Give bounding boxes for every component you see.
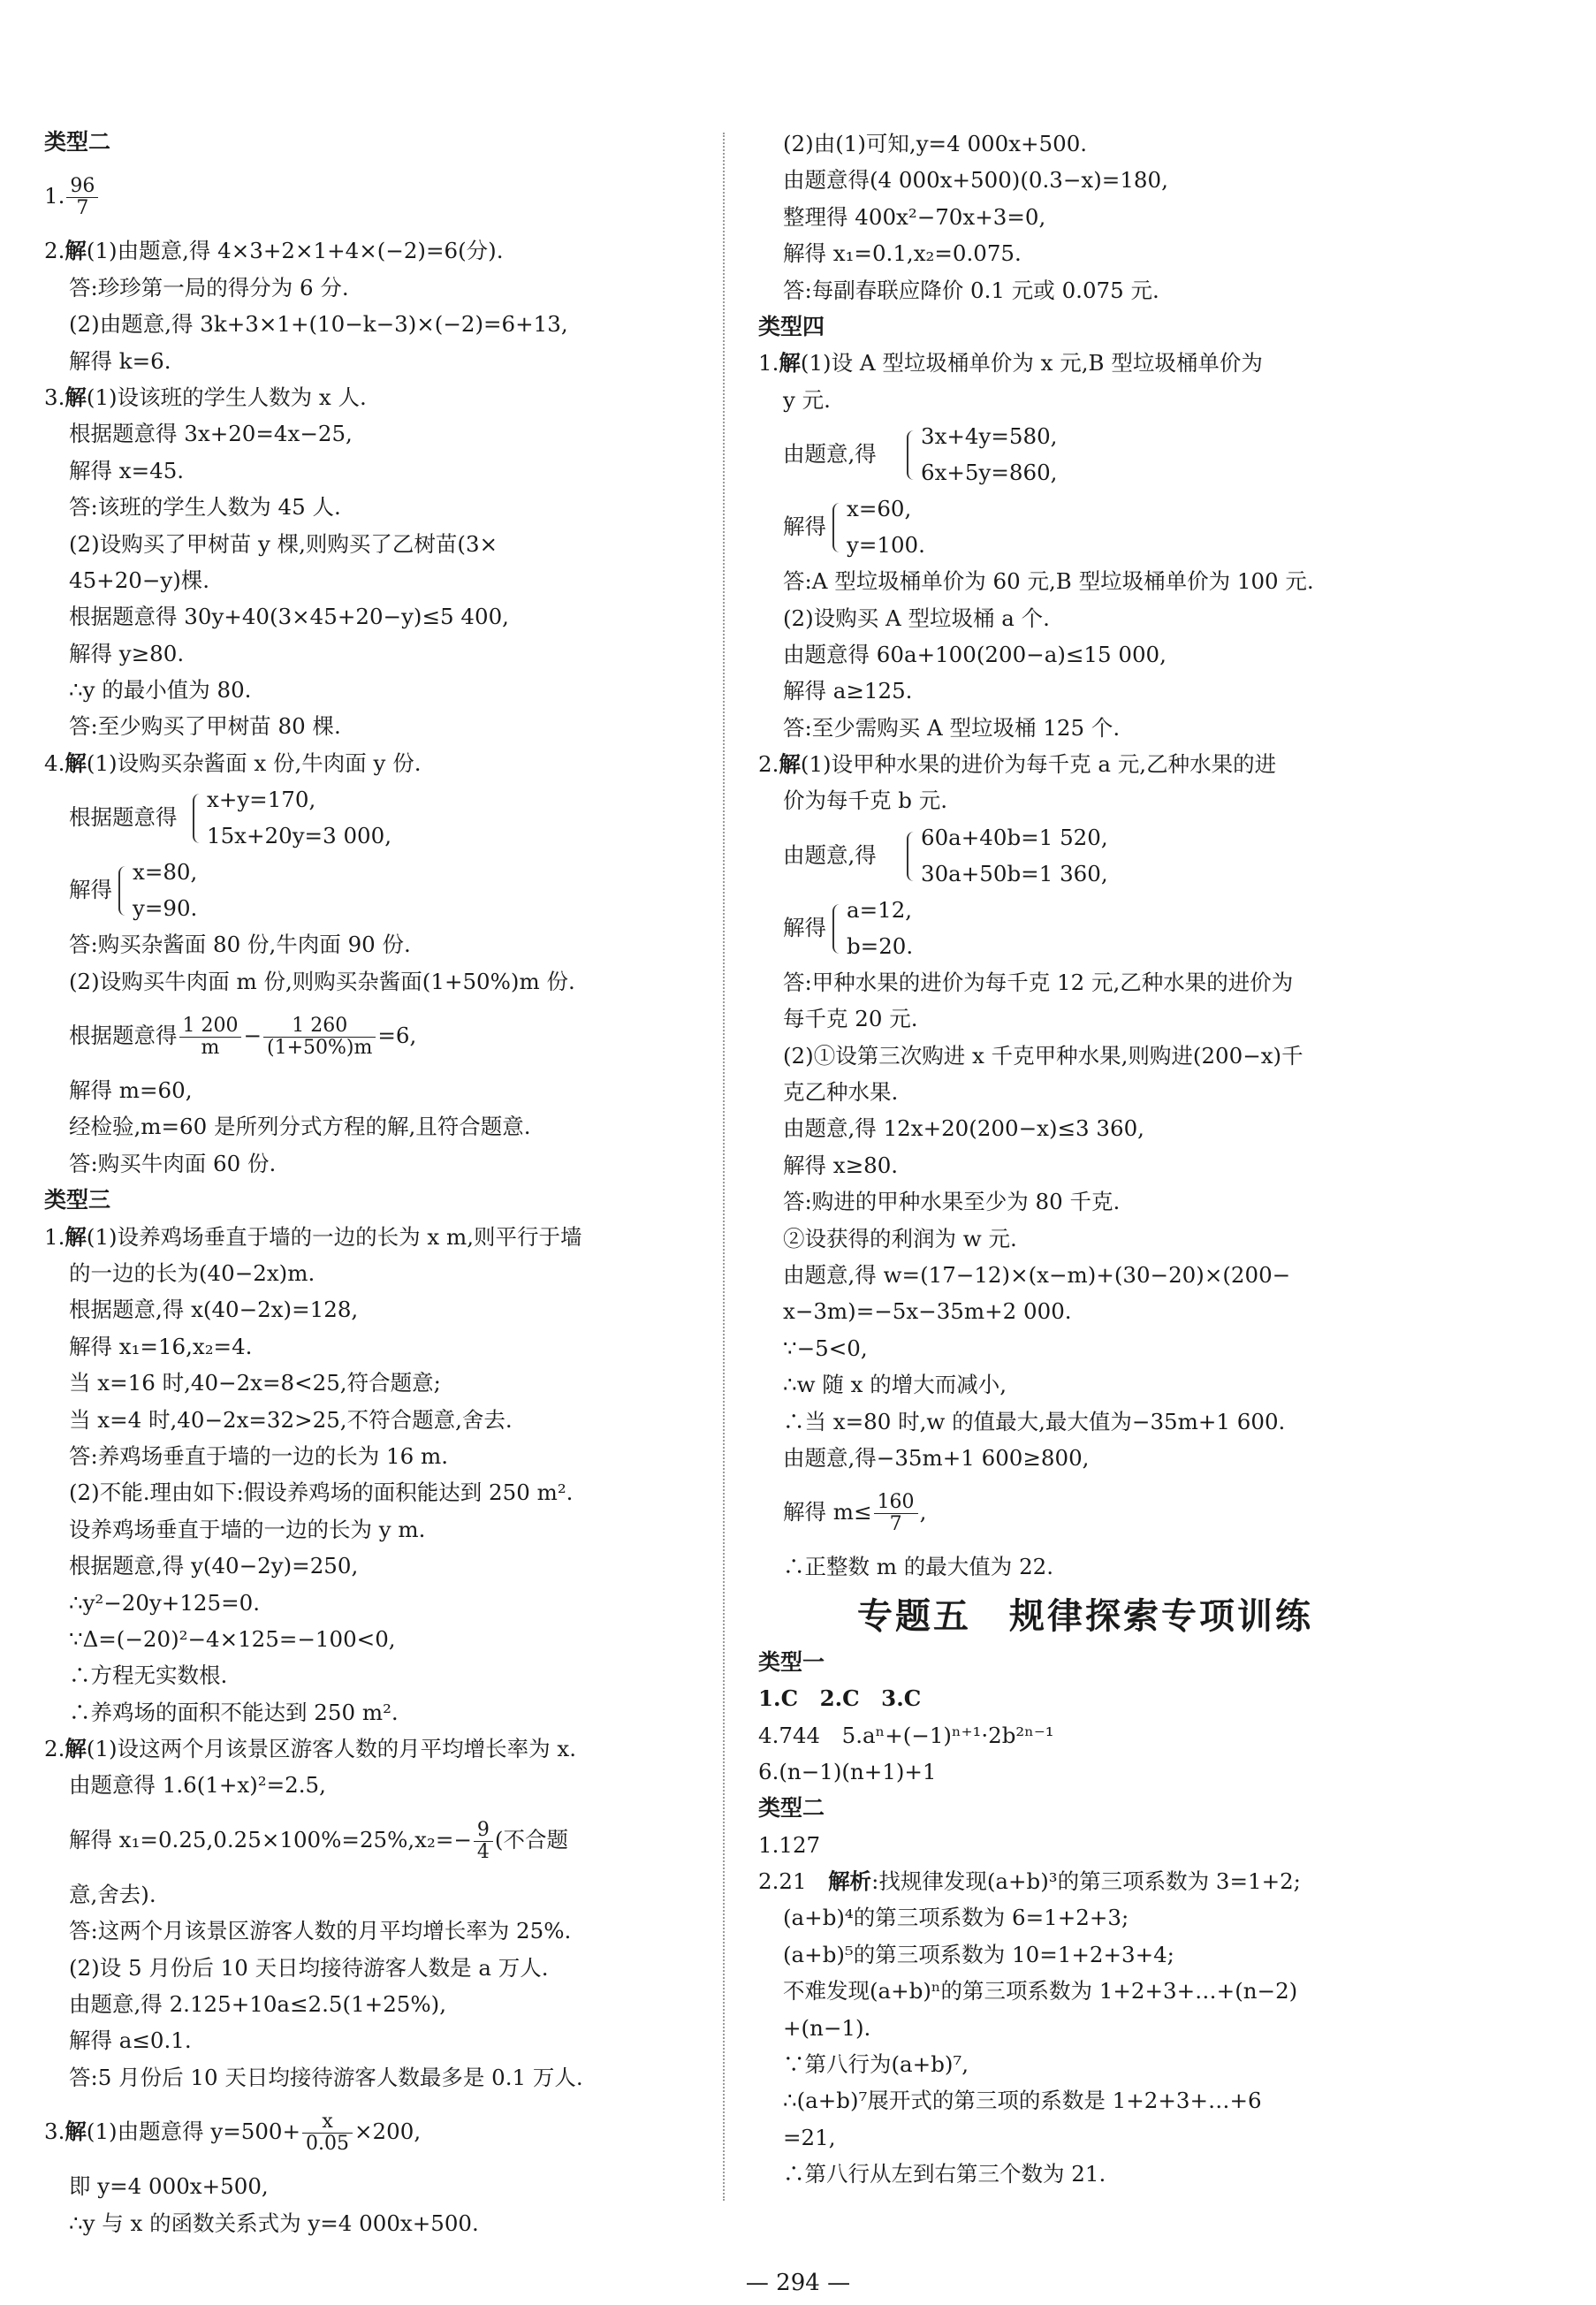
answer-line: ∴养鸡场的面积不能达到 250 m². [69, 1699, 399, 1725]
answer-line: 克乙种水果. [783, 1079, 899, 1106]
answer-line: ∴正整数 m 的最大值为 22. [783, 1554, 1054, 1580]
answer-line: ∴y²−20y+125=0. [69, 1589, 260, 1616]
answer-line: (a+b)⁴的第三项系数为 6=1+2+3; [783, 1905, 1129, 1931]
answer-line: 由题意得 1.6(1+x)²=2.5, [69, 1772, 326, 1799]
brace [118, 866, 129, 916]
answer-line: 解得 x≥80. [783, 1152, 899, 1178]
brace [907, 832, 917, 881]
section-heading: 类型二 [758, 1795, 825, 1822]
answer-line: 答:至少需购买 A 型垃圾桶 125 个. [783, 714, 1121, 741]
answer-line: 当 x=4 时,40−2x=32>25,不符合题意,舍去. [69, 1406, 513, 1433]
answer-line: 答:这两个月该景区游客人数的月平均增长率为 25%. [69, 1918, 572, 1944]
answer-line: 答:购进的甲种水果至少为 80 千克. [783, 1189, 1121, 1215]
answer-line: 经检验,m=60 是所列分式方程的解,且符合题意. [69, 1114, 531, 1140]
right-column [758, 126, 1412, 2193]
answer-line: 1.C 2.C 3.C [758, 1685, 922, 1712]
answer-line: (2)由(1)可知,y=4 000x+500. [783, 131, 1088, 156]
answer-line: 解得 a≥125. [783, 678, 913, 704]
answer-line: 答:购买牛肉面 60 份. [69, 1150, 277, 1176]
fraction: $\frac{160}{7}$ [874, 1492, 918, 1535]
answer-line: 解得 k=6. [69, 347, 171, 374]
answer-line: 当 x=16 时,40−2x=8<25,符合题意; [69, 1370, 441, 1396]
left-column [44, 124, 733, 2241]
answer-line: 解得 x₁=0.1,x₂=0.075. [783, 240, 1022, 267]
answer-line: 2.解(1)设甲种水果的进价为每千克 a 元,乙种水果的进 [758, 751, 1277, 778]
fraction: $\frac{1 200}{m}$ [179, 1016, 242, 1059]
answer-line: 答:养鸡场垂直于墙的一边的长为 16 m. [69, 1442, 449, 1469]
answer-line: ∴当 x=80 时,w 的值最大,最大值为−35m+1 600. [783, 1408, 1286, 1434]
answer-line: 答:5 月份后 10 天日均接待游客人数最多是 0.1 万人. [69, 2064, 583, 2090]
fraction: $\frac{9}{4}$ [474, 1820, 493, 1863]
answer-line: 4.744 5.aⁿ+(−1)ⁿ⁺¹·2b²ⁿ⁻¹ [758, 1722, 1054, 1748]
answer-line: 整理得 400x²−70x+3=0, [783, 203, 1046, 230]
fraction-equation: 根据题意得 $\frac{1 200}{m}$ − $\frac{1 260}{(1+50\%)m}$ =6, [69, 1014, 417, 1060]
brace [832, 503, 843, 552]
brace [832, 904, 843, 954]
answer-line: 答:该班的学生人数为 45 人. [69, 494, 341, 521]
answer-line: 由题意得(4 000x+500)(0.3−x)=180, [783, 167, 1168, 194]
answer-line: 根据题意得 3x+20=4x−25, [69, 421, 353, 447]
answer-line: 6.(n−1)(n+1)+1 [758, 1758, 937, 1784]
answer-line: 根据题意,得 y(40−2y)=250, [69, 1553, 359, 1579]
answer-line: 由题意,得 2.125+10a≤2.5(1+25%), [69, 1991, 446, 2018]
section-heading: 类型三 [44, 1187, 111, 1213]
answer-line: ∴w 随 x 的增大而减小, [783, 1372, 1007, 1398]
answer-line: (2)①设第三次购进 x 千克甲种水果,则购进(200−x)千 [783, 1042, 1303, 1069]
answer-line: ∴y 的最小值为 80. [69, 677, 252, 704]
answer-line: 答:珍珍第一局的得分为 6 分. [69, 274, 349, 300]
answer-line: (2)由题意,得 3k+3×1+(10−k−3)×(−2)=6+13, [69, 311, 568, 338]
answer-line: (a+b)⁵的第三项系数为 10=1+2+3+4; [783, 1941, 1174, 1967]
brace [193, 794, 203, 843]
answer-line: 由题意得 60a+100(200−a)≤15 000, [783, 641, 1167, 667]
answer-line: 答:购买杂酱面 80 份,牛肉面 90 份. [69, 932, 411, 958]
answer-line: 4.解(1)设购买杂酱面 x 份,牛肉面 y 份. [44, 749, 422, 776]
answer-line: y 元. [783, 386, 831, 413]
answer-line: 每千克 20 元. [783, 1006, 918, 1032]
fraction: $\frac{96}{7}$ [66, 176, 98, 219]
section-heading: 类型一 [758, 1648, 825, 1675]
answer-line: 意,舍去). [69, 1881, 156, 1907]
answer-line: 由题意,得 w=(17−12)×(x−m)+(30−20)×(200− [783, 1261, 1291, 1288]
section-heading: 类型二 [44, 129, 111, 155]
topic-title: 专题五 规律探索专项训练 [857, 1594, 1313, 1637]
answer-line: 2.解(1)设这两个月该景区游客人数的月平均增长率为 x. [44, 1736, 576, 1762]
answer-line: 解得 x₁=0.25,0.25×100%=25%,x₂=− $\frac{9}{4}$ (不合题 [69, 1818, 568, 1863]
page-number: — 294 — [745, 2270, 851, 2296]
answer-line: 答:每副春联应降价 0.1 元或 0.075 元. [783, 277, 1159, 303]
answer-line: +(n−1). [783, 2014, 871, 2041]
answer-line: (2)设 5 月份后 10 天日均接待游客人数是 a 万人. [69, 1954, 549, 1981]
answer-line: 1.解(1)设养鸡场垂直于墙的一边的长为 x m,则平行于墙 [44, 1223, 582, 1250]
answer-line: 答:至少购买了甲树苗 80 棵. [69, 713, 341, 740]
fraction: $\frac{x}{0.05}$ [302, 2111, 353, 2155]
answer-line: ∴y 与 x 的函数关系式为 y=4 000x+500. [69, 2210, 479, 2236]
answer-line: 1. $\frac{96}{7}$ [44, 160, 733, 232]
answer-line: =21, [783, 2124, 836, 2150]
answer-line: 解得 m≤ $\frac{160}{7}$ , [783, 1491, 927, 1536]
fraction: $\frac{1 260}{(1+50\%)m}$ [263, 1016, 376, 1059]
answer-line: 根据题意,得 x(40−2x)=128, [69, 1297, 359, 1323]
answer-line: 2.解(1)由题意,得 4×3+2×1+4×(−2)=6(分). [44, 238, 504, 264]
answer-line: 答:甲种水果的进价为每千克 12 元,乙种水果的进价为 [783, 969, 1294, 995]
answer-line: 设养鸡场垂直于墙的一边的长为 y m. [69, 1516, 426, 1542]
answer-line: ∵−5<0, [783, 1335, 868, 1361]
answer-line: (2)设购买了甲树苗 y 棵,则购买了乙树苗(3× [69, 530, 498, 557]
equation-system: 解得 x=60, y=100. [783, 496, 925, 559]
answer-line: 根据题意得 30y+40(3×45+20−y)≤5 400, [69, 604, 509, 630]
answer-line: 解得 a≤0.1. [69, 2027, 192, 2054]
answer-line: 即 y=4 000x+500, [69, 2173, 269, 2200]
answer-line: 3.解(1)由题意得 y=500+ $\frac{x}{0.05}$ ×200, [44, 2111, 422, 2156]
answer-line: (2)设购买 A 型垃圾桶 a 个. [783, 605, 1050, 631]
answer-line: 由题意,得−35m+1 600≥800, [783, 1444, 1090, 1471]
answer-line: 解得 y≥80. [69, 640, 185, 666]
answer-line: 2.21 解析:找规律发现(a+b)³的第三项系数为 3=1+2; [758, 1868, 1301, 1895]
answer-line: 1.解(1)设 A 型垃圾桶单价为 x 元,B 型垃圾桶单价为 [758, 350, 1263, 377]
answer-line: ∵Δ=(−20)²−4×125=−100<0, [69, 1625, 396, 1652]
section-heading: 类型四 [758, 313, 825, 339]
brace [907, 430, 917, 480]
answer-line: 答:A 型垃圾桶单价为 60 元,B 型垃圾桶单价为 100 元. [783, 568, 1314, 595]
answer-line: ∴第八行从左到右第三个数为 21. [783, 2161, 1106, 2187]
answer-line: ②设获得的利润为 w 元. [783, 1225, 1017, 1251]
answer-line: 1.127 [758, 1831, 821, 1858]
equation-system: 根据题意得 x+y=170, 15x+20y=3 000, [69, 787, 391, 849]
answer-line: 解得 x=45. [69, 457, 185, 483]
equation-system: 由题意,得 3x+4y=580, 6x+5y=860, [783, 423, 1058, 486]
answer-line: 价为每千克 b 元. [783, 787, 948, 814]
equation-system: 由题意,得 60a+40b=1 520, 30a+50b=1 360, [783, 824, 1108, 886]
answer-line: 解得 m=60, [69, 1077, 193, 1104]
answer-line: ∵第八行为(a+b)⁷, [783, 2051, 969, 2078]
answer-line: 由题意,得 12x+20(200−x)≤3 360, [783, 1115, 1144, 1142]
equation-system: 解得 a=12, b=20. [783, 896, 914, 959]
answer-line: ∴方程无实数根. [69, 1662, 228, 1689]
answer-line: 3.解(1)设该班的学生人数为 x 人. [44, 384, 367, 410]
answer-line: (2)设购买牛肉面 m 份,则购买杂酱面(1+50%)m 份. [69, 968, 575, 994]
answer-line: 不难发现(a+b)ⁿ的第三项系数为 1+2+3+…+(n−2) [783, 1978, 1298, 2005]
equation-system: 解得 x=80, y=90. [69, 859, 198, 922]
answer-line: 的一边的长为(40−2x)m. [69, 1259, 315, 1286]
answer-line: 45+20−y)棵. [69, 567, 210, 593]
answer-line: 解得 x₁=16,x₂=4. [69, 1333, 253, 1359]
answer-line: ∴(a+b)⁷展开式的第三项的系数是 1+2+3+…+6 [783, 2088, 1262, 2114]
answer-line: (2)不能.理由如下:假设养鸡场的面积能达到 250 m². [69, 1480, 574, 1506]
answer-line: x−3m)=−5x−35m+2 000. [783, 1298, 1072, 1325]
